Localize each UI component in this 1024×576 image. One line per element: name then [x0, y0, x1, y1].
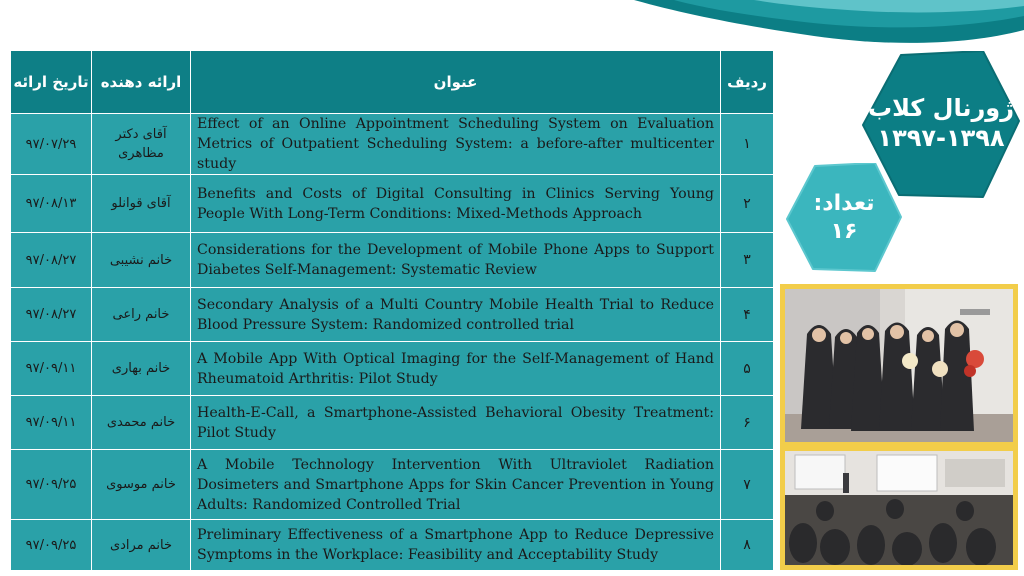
presentation-date: ۹۷/۰۸/۲۷: [11, 233, 92, 288]
row-number: ۷: [721, 450, 774, 520]
presentation-date: ۹۷/۰۹/۱۱: [11, 342, 92, 396]
header-wave-decoration: [634, 0, 1024, 44]
table-row: [11, 233, 774, 288]
row-number: ۳: [721, 233, 774, 288]
header-row-number: ردیف: [721, 51, 774, 114]
row-number: ۴: [721, 288, 774, 342]
journal-club-table: [10, 50, 774, 571]
presentation-date: ۹۷/۰۹/۱۱: [11, 396, 92, 450]
group-photo: [780, 284, 1018, 447]
table-row: [11, 288, 774, 342]
row-number: ۵: [721, 342, 774, 396]
presenter-name: خانم موسوی: [92, 450, 191, 520]
classroom-photo: [780, 446, 1018, 570]
article-title: Considerations for the Development of Mobile Phone Apps to Support Diabetes Self-Management: Systematic Review: [191, 233, 721, 288]
presenter-name: خانم بهاری: [92, 342, 191, 396]
table-row: [11, 342, 774, 396]
presenter-name: آقای قوانلو: [92, 175, 191, 233]
table-row: [11, 520, 774, 571]
table-row: [11, 175, 774, 233]
badge-years: ۱۳۹۷-۱۳۹۸: [877, 124, 1005, 152]
presentation-date: ۹۷/۰۸/۱۳: [11, 175, 92, 233]
header-presenter: ارائه دهنده: [92, 51, 191, 114]
presenter-name: خانم مرادی: [92, 520, 191, 571]
presentation-date: ۹۷/۰۸/۲۷: [11, 288, 92, 342]
presentation-date: ۹۷/۰۹/۲۵: [11, 520, 92, 571]
article-title: Benefits and Costs of Digital Consulting in Clinics Serving Young People With Long-Term Conditions: Mixed-Methods Approach: [191, 175, 721, 233]
article-title: A Mobile App With Optical Imaging for the Self-Management of Hand Rheumatoid Arthritis: Pilot Study: [191, 342, 721, 396]
session-count-badge: [785, 163, 903, 273]
presenter-name: خانم محمدی: [92, 396, 191, 450]
count-label: تعداد:: [813, 191, 875, 216]
table-row: [11, 450, 774, 520]
presenter-name: آقای دکتر مظاهری: [92, 114, 191, 175]
article-title: Preliminary Effectiveness of a Smartphone App to Reduce Depressive Symptoms in the Workplace: Feasibility and Acceptability Study: [191, 520, 721, 571]
article-title: Health-E-Call, a Smartphone-Assisted Behavioral Obesity Treatment: Pilot Study: [191, 396, 721, 450]
table-row: [11, 396, 774, 450]
presenter-name: خانم نشیبی: [92, 233, 191, 288]
badge-title: ژورنال کلاب: [867, 94, 1015, 122]
row-number: ۸: [721, 520, 774, 571]
article-title: Effect of an Online Appointment Scheduling System on Evaluation Metrics of Outpatient Scheduling System: a before-after multicenter study: [191, 114, 721, 175]
table-row: [11, 114, 774, 175]
header-date: تاریخ ارائه: [11, 51, 92, 114]
header-title: عنوان: [191, 51, 721, 114]
presentation-date: ۹۷/۰۹/۲۵: [11, 450, 92, 520]
presentation-date: ۹۷/۰۷/۲۹: [11, 114, 92, 175]
count-value: ۱۶: [830, 219, 858, 244]
table-header-row: [11, 51, 774, 114]
article-title: A Mobile Technology Intervention With Ultraviolet Radiation Dosimeters and Smartphone Apps for Skin Cancer Prevention in Young Adults: Randomized Controlled Trial: [191, 450, 721, 520]
presenter-name: خانم راعی: [92, 288, 191, 342]
row-number: ۲: [721, 175, 774, 233]
row-number: ۱: [721, 114, 774, 175]
article-title: Secondary Analysis of a Multi Country Mobile Health Trial to Reduce Blood Pressure System: Randomized controlled trial: [191, 288, 721, 342]
row-number: ۶: [721, 396, 774, 450]
